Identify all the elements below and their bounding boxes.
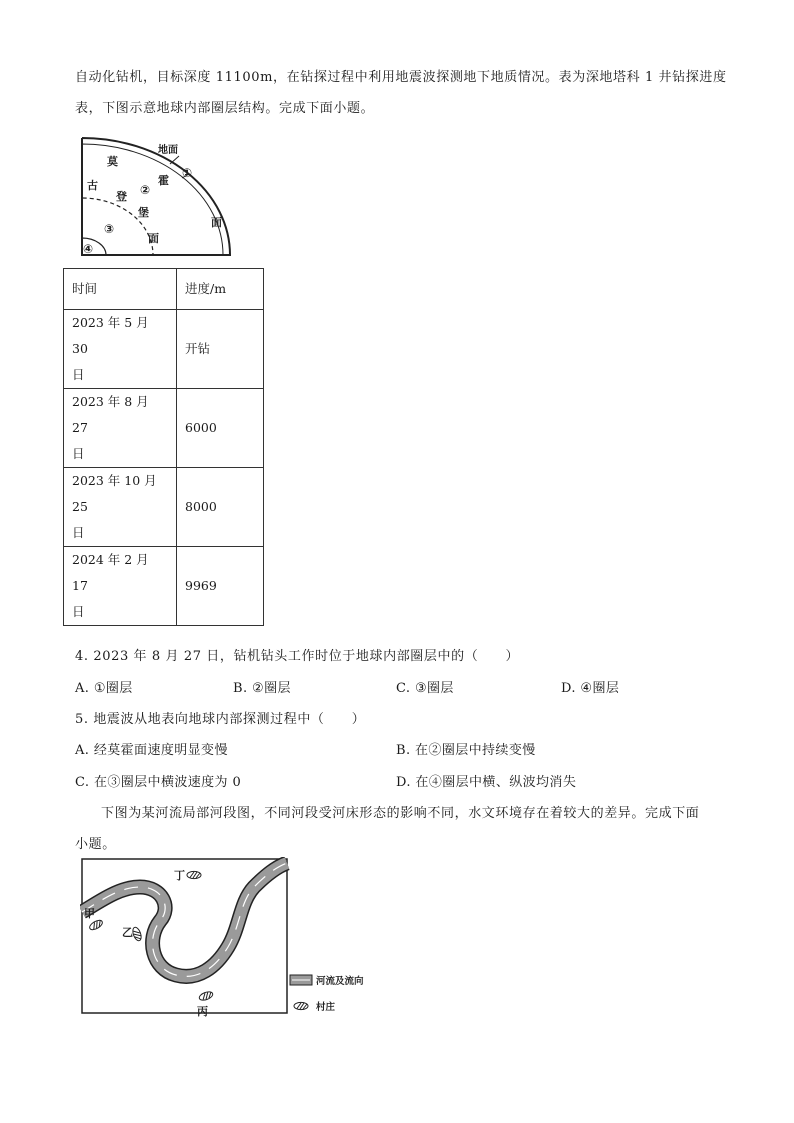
date-line-1: 2023 年 8 月 27 [72,394,149,435]
question-5-stem: 5. 地震波从地表向地球内部探测过程中（ ） [75,712,366,727]
legend-village-icon [294,1002,308,1009]
label-bao: 堡 [138,206,149,219]
river-map [80,857,380,1017]
date-line-1: 2023 年 10 月 25 [72,473,157,514]
table-cell-progress: 开钻 [177,310,264,389]
label-circle-4: ④ [83,242,94,256]
drilling-progress-table [63,268,264,626]
table-row [64,310,264,389]
date-line-2: 日 [72,367,85,382]
label-mian-2: 面 [148,232,159,245]
earth-structure-diagram [70,134,240,260]
table-cell-date [64,468,177,547]
intro-line-2: 表，下图示意地球内部圈层结构。完成下面小题。 [75,101,375,116]
table-header-row [64,269,264,310]
date-line-2: 日 [72,525,85,540]
river-intro-line-2: 小题。 [75,837,116,852]
intro-line-1: 自动化钻机，目标深度 11100m，在钻探过程中利用地震波探测地下地质情况。表为深地塔科 1 井钻探进度 [75,70,727,85]
label-yi: 乙 [122,926,133,939]
legend-river-label: 河流及流向 [316,976,364,987]
label-circle-2: ② [140,183,151,197]
q4-option-b[interactable]: B. ②圈层 [233,681,291,696]
village-ding-icon [187,871,201,878]
label-gu: 古 [87,179,98,192]
table-row [64,468,264,547]
river-intro-line-1: 下图为某河流局部河段图，不同河段受河床形态的影响不同，水文环境存在着较大的差异。完成下面 [101,806,700,821]
date-line-2: 日 [72,446,85,461]
question-4-stem: 4. 2023 年 8 月 27 日，钻机钻头工作时位于地球内部圈层中的（ ） [75,649,520,664]
label-mian-1: 面 [211,216,222,229]
table-cell-date [64,547,177,626]
label-deng: 登 [116,190,127,203]
date-line-1: 2023 年 5 月 30 [72,315,149,356]
label-moho-huo: 霍 [158,174,169,187]
q5-option-d[interactable]: D. 在④圈层中横、纵波均消失 [396,775,577,790]
table-row [64,389,264,468]
table-header-progress: 进度/m [177,269,264,310]
q4-option-d[interactable]: D. ④圈层 [561,681,620,696]
label-bing: 丙 [197,1005,208,1017]
date-line-1: 2024 年 2 月 17 [72,552,149,593]
map-legend [290,975,364,1013]
label-circle-3: ③ [104,222,115,236]
label-circle-1: ① [182,166,193,180]
label-ding: 丁 [174,869,185,882]
table-cell-date [64,389,177,468]
q5-option-a[interactable]: A. 经莫霍面速度明显变慢 [75,743,228,758]
table-cell-progress: 9969 [177,547,264,626]
label-jia: 甲 [84,907,95,920]
q4-option-a[interactable]: A. ①圈层 [75,681,133,696]
table-header-time: 时间 [64,269,177,310]
table-cell-progress: 6000 [177,389,264,468]
label-moho-mo: 莫 [107,155,118,168]
q4-option-c[interactable]: C. ③圈层 [396,681,454,696]
q5-option-c[interactable]: C. 在③圈层中横波速度为 0 [75,775,242,790]
table-cell-progress: 8000 [177,468,264,547]
q5-option-b[interactable]: B. 在②圈层中持续变慢 [396,743,536,758]
legend-village-label: 村庄 [316,1002,336,1013]
label-surface: 地面 [158,145,178,156]
table-row [64,547,264,626]
date-line-2: 日 [72,604,85,619]
table-cell-date [64,310,177,389]
